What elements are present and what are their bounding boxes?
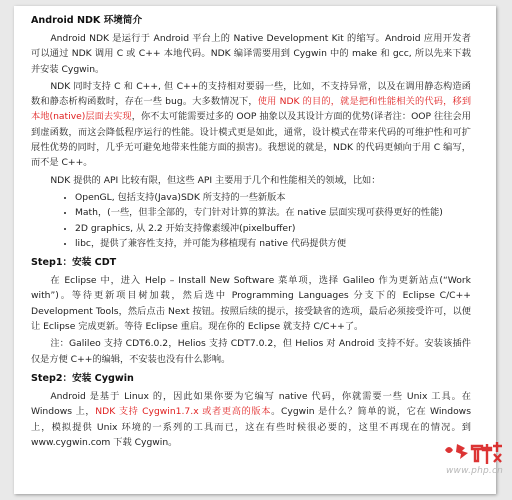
list-item: • OpenGL, 包括支持(Java)SDK 所支持的一些新版本 xyxy=(75,190,471,205)
document-content xyxy=(31,13,471,452)
highlighted-text: NDK 支持 Cygwin1.7.x 或者更高的版本 xyxy=(95,406,272,418)
list-item: • 2D graphics, 从 2.2 开始支持像素缓冲(pixelbuffer) xyxy=(75,221,471,236)
paragraph-env-cpp xyxy=(31,79,471,171)
paragraph-env-api: NDK 提供的 API 比较有限，但这些 API 主要用于几个和性能相关的领域，比如： xyxy=(50,174,381,186)
paragraph-step1-note: 注：Galileo 支持 CDT6.0.2，Helios 支持 CDT7.0.2，但 Helios 对 Android 支持不好。安装该插件仅是方便 C++的编辑，不安装也没有什么影响。 xyxy=(31,338,471,365)
paragraph-step2-cygwin xyxy=(31,389,471,450)
section-heading-env: Android NDK 环境简介 xyxy=(31,15,143,26)
section-heading-step2: Step2：安装 Cygwin xyxy=(31,372,134,384)
section-heading-step1: Step1：安装 CDT xyxy=(31,257,117,269)
list-item: • libc，提供了兼容性支持，并可能为移植现有 native 代码提供方便 xyxy=(75,236,471,251)
list-item: • Math，(一些，但非全部的，专门针对计算的算法。在 native 层面实现可获得更好的性能) xyxy=(75,205,471,220)
paragraph-text: NDK 同时支持 C 和 C++, 但 C++的支持相对要弱一些，比如，不支持异常，以及在调用静态构造函数和静态析构函数时，存在一些 bug。大多数情况下， xyxy=(31,80,471,108)
paragraph-text: 。Cygwin 是什么？简单的说，它在 Windows 上，模拟提供 Unix 环境的一系列的工具而已，这在有些时候很必要的，这里不再现在的情况。到 www.cygwin.com 下载 Cygwin。 xyxy=(31,406,471,448)
paragraph-step1-install: 在 Eclipse 中，进入 Help – Install New Software 菜单项，选择 Galileo 作为更新站点(“Work with”)。等待更新项目树加载，然后选中 Programming Languages 分支下的 Eclipse C/C++ Development Tools，然后点击 Next 按钮。按照后续的提示，接受缺省的选项，最后必须接受许可，以便让 Eclipse 完成更新。等待 Eclipse 重启。现在你的 Eclipse 就支持 C/C++了。 xyxy=(31,275,471,333)
watermark-url: www.php.cn xyxy=(445,466,503,476)
document-page xyxy=(14,6,496,494)
paragraph-env-intro: Android NDK 是运行于 Android 平台上的 Native Development Kit 的缩写。Android 应用开发者可以通过 NDK 调用 C 或 C++ 本地代码。NDK 编译需要用到 Cygwin 中的 make 和 gcc, 所以先来下载并安装 Cygwin。 xyxy=(31,33,471,75)
paragraph-text: ，你不太可能需要过多的 OOP 抽象以及其设计方面的优势(译者注：OOP 往往会用到虚函数，而这会降低程序运行的性能。设计模式更是如此，通常，设计模式在带来代码的可维护性和可扩展性优势的同时，几乎无可避免地带来性能方面的损害)。我想说的就是，NDK 的代码更倾向于用 C 编写，而不是 C++。 xyxy=(31,111,471,169)
api-bullet-list xyxy=(31,190,471,251)
highlighted-text: 使用 NDK 的目的，就是把和性能相关的代码，移到本地(native)层面去实现 xyxy=(31,96,472,123)
site-watermark xyxy=(425,440,505,488)
paragraph-text: Android 是基于 Linux 的，因此如果你要为它编写 native 代码，你就需要一些 Unix 工具。在 Windows 上， xyxy=(31,390,471,418)
